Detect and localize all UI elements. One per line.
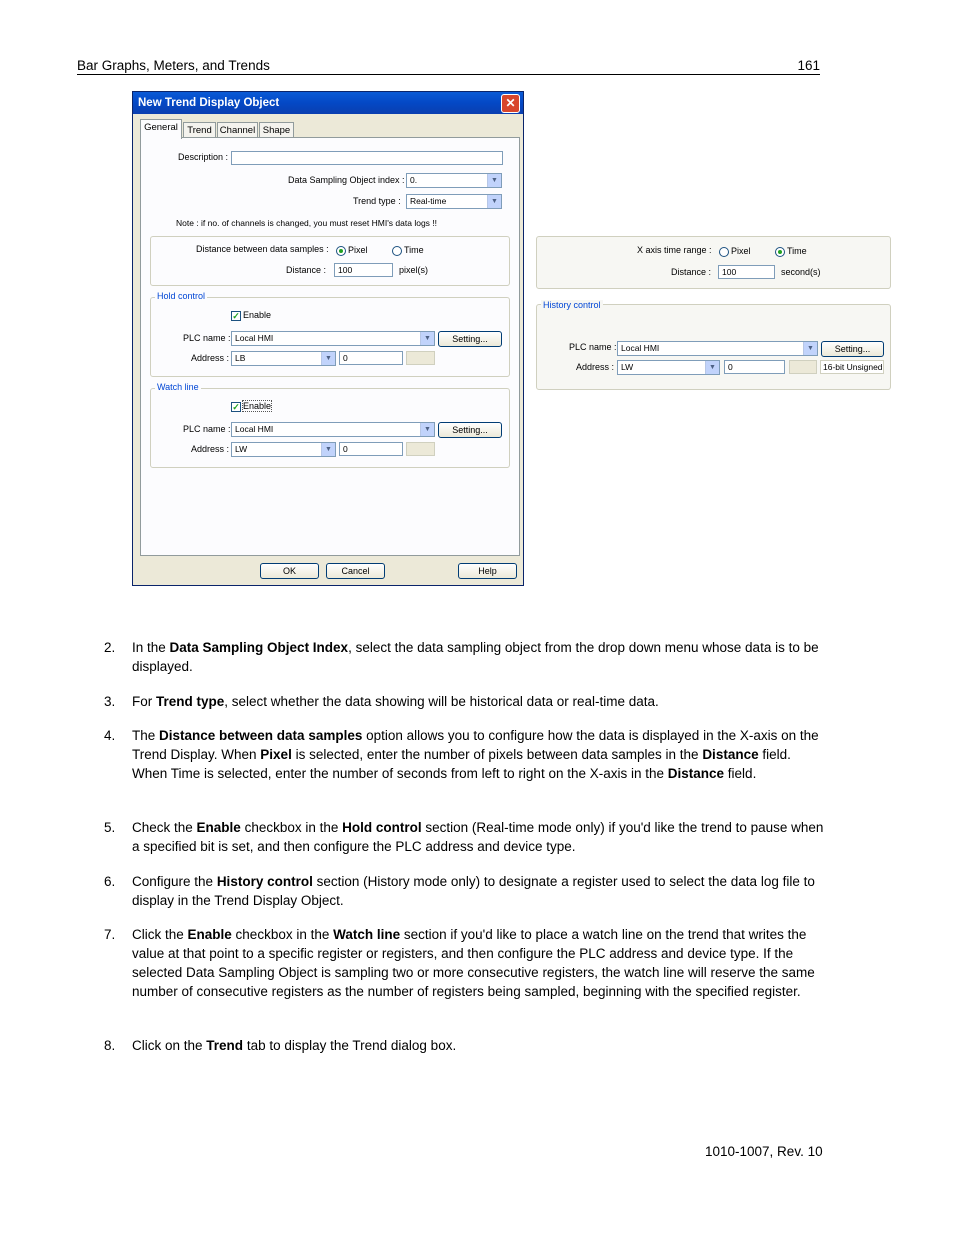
pixel-label: Pixel (348, 245, 368, 255)
history-plc-label: PLC name : (569, 342, 617, 352)
chevron-down-icon[interactable]: ▼ (321, 443, 335, 456)
step-text: Click the Enable checkbox in the Watch line section if you'd like to place a watch line on the trend that writes the value at that point to a specific register or registers, and then configure the PLC address and device type. If the selected Data Sampling Object is sampling two or more consecutive registers, the watch line will reserve the same number of consecutive registers as the number of registers being sampled, beginning with the specified register. (132, 927, 815, 999)
chevron-down-icon[interactable]: ▼ (487, 174, 501, 187)
note-text: Note : if no. of channels is changed, you must reset HMI's data logs !! (176, 218, 438, 228)
watch-address-format (406, 442, 435, 456)
watch-address-type-select[interactable] (231, 442, 336, 457)
chevron-down-icon[interactable]: ▼ (420, 423, 434, 436)
step-number: 4. (104, 728, 116, 743)
tab-shape[interactable]: Shape (259, 122, 294, 138)
side-time-radio[interactable] (775, 247, 785, 257)
description-field[interactable] (231, 151, 503, 165)
chevron-down-icon[interactable]: ▼ (487, 195, 501, 208)
history-address-format: 16-bit Unsigned (820, 360, 884, 374)
history-address-type: LW (621, 362, 634, 372)
history-address-field[interactable]: 0 (724, 360, 785, 374)
watch-line-title: Watch line (157, 382, 199, 392)
history-plc-select[interactable] (617, 341, 818, 356)
side-distance-label: Distance : (671, 267, 712, 277)
history-setting-button[interactable]: Setting... (821, 341, 884, 357)
hold-enable-label: Enable (243, 310, 272, 320)
side-pixel-radio[interactable] (719, 247, 729, 257)
hold-control-title: Hold control (157, 291, 206, 301)
chevron-down-icon[interactable]: ▼ (705, 361, 719, 374)
distance-samples-label: Distance between data samples : (196, 244, 329, 254)
dso-index-label: Data Sampling Object index : (288, 175, 405, 185)
history-address-blank (789, 360, 817, 374)
watch-plc-value: Local HMI (235, 424, 274, 434)
watch-address-field[interactable]: 0 (339, 442, 403, 456)
watch-enable-checkbox[interactable]: ✓ (232, 402, 240, 412)
watch-enable-label: Enable (243, 401, 272, 411)
cancel-button[interactable]: Cancel (326, 563, 385, 579)
time-radio[interactable] (392, 246, 402, 256)
watch-address-label: Address : (191, 444, 230, 454)
step-text: Click on the Trend tab to display the Trend dialog box. (132, 1038, 457, 1053)
trend-type-select[interactable] (406, 194, 502, 209)
step-number: 7. (104, 927, 116, 942)
trend-display-dialog (132, 91, 524, 586)
dso-index-value: 0. (410, 175, 418, 185)
side-pixel-label: Pixel (731, 246, 751, 256)
hold-enable-checkbox[interactable]: ✓ (232, 311, 240, 321)
trend-type-value: Real-time (410, 196, 447, 206)
side-distance-unit: second(s) (781, 267, 821, 277)
step-number: 5. (104, 820, 116, 835)
step-text: In the Data Sampling Object Index, select the data sampling object from the drop down menu whose data is to be displayed. (132, 640, 819, 674)
time-label: Time (404, 245, 424, 255)
distance-field[interactable]: 100 (334, 263, 393, 277)
distance-label: Distance : (286, 265, 327, 275)
hold-plc-value: Local HMI (235, 333, 274, 343)
side-distance-field[interactable]: 100 (718, 265, 775, 279)
pixel-radio[interactable] (336, 246, 346, 256)
time-range-panel (536, 236, 891, 289)
step-text: The Distance between data samples option allows you to configure how the data is displayed in the X-axis on the Trend Display. When Pixel is selected, enter the number of pixels between data samples in the Distance field. When Time is selected, enter the number of seconds from left to right on the X-axis in the Distance field. (132, 728, 819, 781)
side-time-label: Time (787, 246, 807, 256)
step-text: Configure the History control section (History mode only) to designate a register used to select the data log file to display in the Trend Display Object. (132, 874, 815, 908)
step-number: 3. (104, 694, 116, 709)
footer-revision: 1010-1007, Rev. 10 (705, 1144, 823, 1159)
watch-address-type: LW (235, 444, 248, 454)
watch-plc-select[interactable] (231, 422, 435, 437)
general-panel (140, 137, 520, 556)
page-header (77, 58, 820, 75)
close-icon[interactable]: ✕ (501, 94, 520, 113)
step-number: 6. (104, 874, 116, 889)
chevron-down-icon[interactable]: ▼ (420, 332, 434, 345)
hold-control-group (150, 291, 510, 377)
history-plc-value: Local HMI (621, 343, 660, 353)
chevron-down-icon[interactable]: ▼ (321, 352, 335, 365)
hold-address-type: LB (235, 353, 246, 363)
tab-trend[interactable]: Trend (183, 122, 216, 138)
watch-line-group (150, 382, 510, 468)
step-number: 2. (104, 640, 116, 655)
history-address-type-select[interactable] (617, 360, 720, 375)
hold-address-label: Address : (191, 353, 230, 363)
distance-unit: pixel(s) (399, 265, 429, 275)
hold-address-type-select[interactable] (231, 351, 336, 366)
watch-setting-button[interactable]: Setting... (438, 422, 502, 438)
ok-button[interactable]: OK (260, 563, 319, 579)
history-address-label: Address : (576, 362, 615, 372)
step-text: For Trend type, select whether the data showing will be historical data or real-time data. (132, 694, 659, 709)
tab-channel[interactable]: Channel (217, 122, 258, 138)
dialog-title: New Trend Display Object (133, 92, 523, 114)
hold-address-format (406, 351, 435, 365)
step-number: 8. (104, 1038, 116, 1053)
chevron-down-icon[interactable]: ▼ (803, 342, 817, 355)
history-control-panel (536, 300, 891, 390)
distance-group (150, 236, 510, 286)
history-control-title: History control (543, 300, 601, 310)
watch-plc-label: PLC name : (183, 424, 231, 434)
section-title: Bar Graphs, Meters, and Trends (77, 58, 270, 73)
hold-plc-label: PLC name : (183, 333, 231, 343)
hold-plc-select[interactable] (231, 331, 435, 346)
dso-index-select[interactable] (406, 173, 502, 188)
hold-address-field[interactable]: 0 (339, 351, 403, 365)
description-label: Description : (178, 152, 229, 162)
step-text: Check the Enable checkbox in the Hold control section (Real-time mode only) if you'd like the trend to pause when a specified bit is set, and then configure the PLC address and device type. (132, 820, 824, 854)
tab-general[interactable]: General (140, 119, 182, 139)
help-button[interactable]: Help (458, 563, 517, 579)
hold-setting-button[interactable]: Setting... (438, 331, 502, 347)
trend-type-label: Trend type : (353, 196, 401, 206)
time-range-label: X axis time range : (637, 245, 712, 255)
page-number: 161 (797, 58, 820, 73)
